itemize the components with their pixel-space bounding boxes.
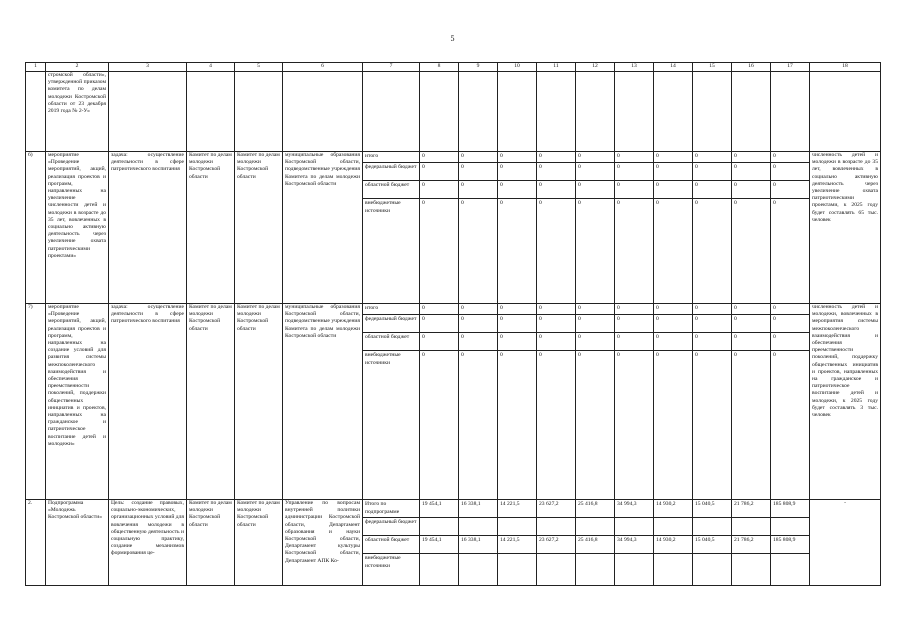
value-cell: 0 [615, 152, 653, 163]
value-cell: 0 [615, 304, 653, 315]
value-cell: 0 [539, 200, 542, 206]
result-text: - [810, 500, 881, 586]
value-cell: 34 994,3 [615, 536, 653, 554]
subprogram-name: Подпрограмма «Молодежь Костромской области» [46, 500, 109, 586]
value-cell: 0 [420, 304, 458, 315]
value-cell: 0 [654, 333, 692, 351]
value-cell [498, 518, 536, 536]
value-cell: 0 [498, 163, 536, 181]
value-cell: 0 [615, 181, 653, 199]
source-label: итого [363, 152, 419, 163]
value-cell: 0 [693, 152, 731, 163]
participants: Управление по вопросам внутренней политики администрации Костромской области, Департамент образования и науки Костромской области, Департамент культуры Костромской области, Департамент АПК Ко- [283, 500, 363, 586]
col-header: 11 [537, 63, 576, 72]
col-header: 10 [498, 63, 537, 72]
value-cell: 0 [500, 352, 503, 358]
column-number-row [26, 63, 881, 72]
value-cell [771, 518, 809, 536]
goal-text: Цель: создание правовых, социально-экономических, организационных условий для вовлечения молодежи в общественную деятельность и социальную практику, создание механизмов формирования це- [109, 500, 187, 586]
value-cell: 0 [617, 352, 620, 358]
participants: муниципальные образования Костромской области, подведомственные учреждения Комитета по делам молодежи Костромской области [283, 152, 363, 304]
value-cell: 0 [420, 333, 458, 351]
value-cell: 0 [498, 315, 536, 333]
coexecutor: Комитет по делам молодежи Костромской области [235, 152, 283, 304]
value-cell: 0 [732, 181, 770, 199]
task-text: задача: осуществление деятельности в сфере патриотического воспитания [109, 152, 187, 304]
value-cell: 0 [537, 163, 575, 181]
col-header: 8 [420, 63, 459, 72]
value-cell: 14 930,2 [654, 500, 692, 518]
value-cell: 0 [537, 181, 575, 199]
value-cell: 0 [773, 200, 776, 206]
value-cell: 0 [420, 163, 458, 181]
value-cell: 0 [420, 315, 458, 333]
value-cell: 0 [654, 315, 692, 333]
task-text: задача: осуществление деятельности в сфере патриотического воспитания [109, 304, 187, 500]
value-cell: 14 221,5 [498, 536, 536, 554]
result-text: численность детей и молодежи, вовлеченных в мероприятия системы межпоколенческого взаимодействия и обеспечения преемственности поколений, поддержку общественных инициатив и проектов, направленных на гражданское и патриотическое воспитание детей и молодежи, к 2025 году будет составлять 3 тыс. человек [810, 304, 881, 500]
value-cell: 0 [498, 181, 536, 199]
source-label: федеральный бюджет [363, 163, 419, 181]
continuation-row [26, 72, 881, 152]
row-number: 7) [26, 304, 46, 500]
value-cell: 34 994,3 [615, 500, 653, 518]
value-cell: 0 [537, 152, 575, 163]
value-cell: 0 [732, 304, 770, 315]
value-cell: 0 [576, 315, 614, 333]
value-cell [576, 518, 614, 536]
value-cell: 0 [771, 333, 809, 351]
value-cell: 0 [615, 333, 653, 351]
col-header: 6 [283, 63, 363, 72]
value-cell: 0 [693, 181, 731, 199]
value-cell: 0 [693, 315, 731, 333]
value-cell: 14 930,2 [654, 536, 692, 554]
coexecutor: Комитет по делам молодежи Костромской области [235, 500, 283, 586]
value-cell: 0 [537, 304, 575, 315]
value-cell: 0 [654, 181, 692, 199]
measure-name: мероприятие «Проведение мероприятий, акций, реализация проектов и программ, направленных на увеличение численности детей и молодежи в возрасте до 35 лет, вовлеченных в социально активную деятельность через увеличение охвата патриотическими проектами» [46, 152, 109, 304]
responsible: Комитет по делам молодежи Костромской области [187, 500, 235, 586]
value-cell: 0 [498, 152, 536, 163]
col-header: 7 [363, 63, 420, 72]
value-cell: 0 [734, 352, 737, 358]
measure-name: стромской области», утвержденной приказом комитета по делам молодежи Костромской области от 23 декабря 2019 года № 2-У» [46, 72, 109, 152]
value-cell: 0 [771, 181, 809, 199]
value-cell: 16 338,1 [459, 536, 497, 554]
col-header: 12 [576, 63, 615, 72]
value-cell: 0 [773, 352, 776, 358]
value-cell: 0 [732, 315, 770, 333]
value-cell: 0 [656, 200, 659, 206]
value-cell: 0 [461, 200, 464, 206]
col-header: 14 [654, 63, 693, 72]
value-cell: 23 627,2 [537, 500, 575, 518]
value-cell: 15 040,5 [693, 500, 731, 518]
value-cell: 0 [576, 333, 614, 351]
value-cell: 25 416,8 [576, 500, 614, 518]
source-label: областной бюджет [363, 333, 419, 351]
col-header: 17 [771, 63, 810, 72]
table-row [26, 152, 881, 304]
value-cell: 0 [654, 163, 692, 181]
responsible: Комитет по делам молодежи Костромской области [187, 304, 235, 500]
value-cell: 14 221,5 [498, 500, 536, 518]
page-number: 5 [450, 34, 455, 43]
value-cell: 0 [459, 315, 497, 333]
source-label: внебюджетные источники [365, 555, 401, 569]
value-cell: 0 [771, 304, 809, 315]
source-label: областной бюджет [363, 181, 419, 199]
value-cell: 0 [656, 352, 659, 358]
program-table [25, 62, 881, 586]
value-cell: 0 [420, 152, 458, 163]
value-cell: 0 [771, 152, 809, 163]
source-label: областной бюджет [363, 536, 419, 554]
col-header: 9 [459, 63, 498, 72]
value-cell: 0 [771, 163, 809, 181]
col-header: 16 [732, 63, 771, 72]
col-header: 5 [235, 63, 283, 72]
value-cell: 0 [459, 152, 497, 163]
result-text: численность детей и молодежи в возрасте до 35 лет, вовлеченных в социально активную деятельность через увеличение охвата патриотическими проектами, к 2025 году будет составлять 65 тыс. человек [810, 152, 881, 304]
value-cell: 0 [459, 304, 497, 315]
value-cell: 0 [693, 163, 731, 181]
value-cell: 0 [500, 200, 503, 206]
table-row [26, 304, 881, 500]
value-cell: 0 [734, 200, 737, 206]
col-header: 13 [615, 63, 654, 72]
measure-name: мероприятие «Проведение мероприятий, акций, реализация проектов и программ, направленных на создание условий для развития системы межпоколенческого взаимодействия и обеспечения преемственности поколений, поддержки общественных инициатив и проектов, направленных на гражданское и патриотическое воспитание детей и молодежи» [46, 304, 109, 500]
source-label: федеральный бюджет [363, 315, 419, 333]
value-cell: 0 [617, 200, 620, 206]
value-cell: 15 040,5 [693, 536, 731, 554]
value-cell: 0 [693, 333, 731, 351]
source-label: внебюджетные источники [365, 352, 401, 366]
value-cell [654, 518, 692, 536]
col-header: 15 [693, 63, 732, 72]
value-cell [732, 518, 770, 536]
value-cell: 0 [537, 333, 575, 351]
participants: муниципальные образования Костромской области, подведомственные учреждения Комитета по делам молодежи Костромской области [283, 304, 363, 500]
coexecutor: Комитет по делам молодежи Костромской области [235, 304, 283, 500]
col-header: 3 [109, 63, 187, 72]
value-cell: 19 454,1 [420, 536, 458, 554]
value-cell: 0 [459, 163, 497, 181]
source-label: внебюджетные источники [365, 200, 401, 214]
value-cell: 0 [732, 163, 770, 181]
value-cell: 0 [695, 352, 698, 358]
value-cell: 0 [771, 315, 809, 333]
value-cell: 21 786,2 [732, 536, 770, 554]
row-number: 2. [26, 500, 46, 586]
value-cell: 21 786,2 [732, 500, 770, 518]
source-label: итого [363, 304, 419, 315]
value-cell: 0 [615, 315, 653, 333]
value-cell: 0 [420, 181, 458, 199]
value-cell: 0 [695, 200, 698, 206]
value-cell: 0 [576, 163, 614, 181]
value-cell: 19 454,1 [420, 500, 458, 518]
value-cell: 0 [615, 163, 653, 181]
col-header: 1 [26, 63, 46, 72]
value-cell: 185 808,9 [771, 500, 809, 518]
value-cell: 0 [654, 304, 692, 315]
value-cell: 0 [693, 304, 731, 315]
value-cell: 0 [732, 333, 770, 351]
value-cell: 0 [461, 352, 464, 358]
value-cell [537, 518, 575, 536]
row-number: 6) [26, 152, 46, 304]
source-label: Итого по подпрограмме [363, 500, 419, 518]
value-cell: 0 [422, 200, 425, 206]
value-cell: 0 [576, 152, 614, 163]
value-cell: 25 416,8 [576, 536, 614, 554]
value-cell: 0 [578, 352, 581, 358]
value-cell: 0 [498, 333, 536, 351]
value-cell [615, 518, 653, 536]
value-cell: 16 338,1 [459, 500, 497, 518]
value-cell: 0 [498, 304, 536, 315]
responsible: Комитет по делам молодежи Костромской области [187, 152, 235, 304]
value-cell: 0 [576, 181, 614, 199]
col-header: 18 [810, 63, 881, 72]
value-cell: 0 [539, 352, 542, 358]
value-cell: 0 [537, 315, 575, 333]
value-cell: 0 [654, 152, 692, 163]
table-row [26, 500, 881, 586]
value-cell: 0 [422, 352, 425, 358]
value-cell: 0 [732, 152, 770, 163]
source-label: федеральный бюджет [363, 518, 419, 536]
value-cell: 0 [578, 200, 581, 206]
value-cell [693, 518, 731, 536]
col-header: 4 [187, 63, 235, 72]
value-cell: 0 [576, 304, 614, 315]
col-header: 2 [46, 63, 109, 72]
value-cell [459, 518, 497, 536]
value-cell: 185 808,9 [771, 536, 809, 554]
value-cell: 23 627,2 [537, 536, 575, 554]
value-cell: 0 [459, 181, 497, 199]
value-cell [420, 518, 458, 536]
value-cell: 0 [459, 333, 497, 351]
